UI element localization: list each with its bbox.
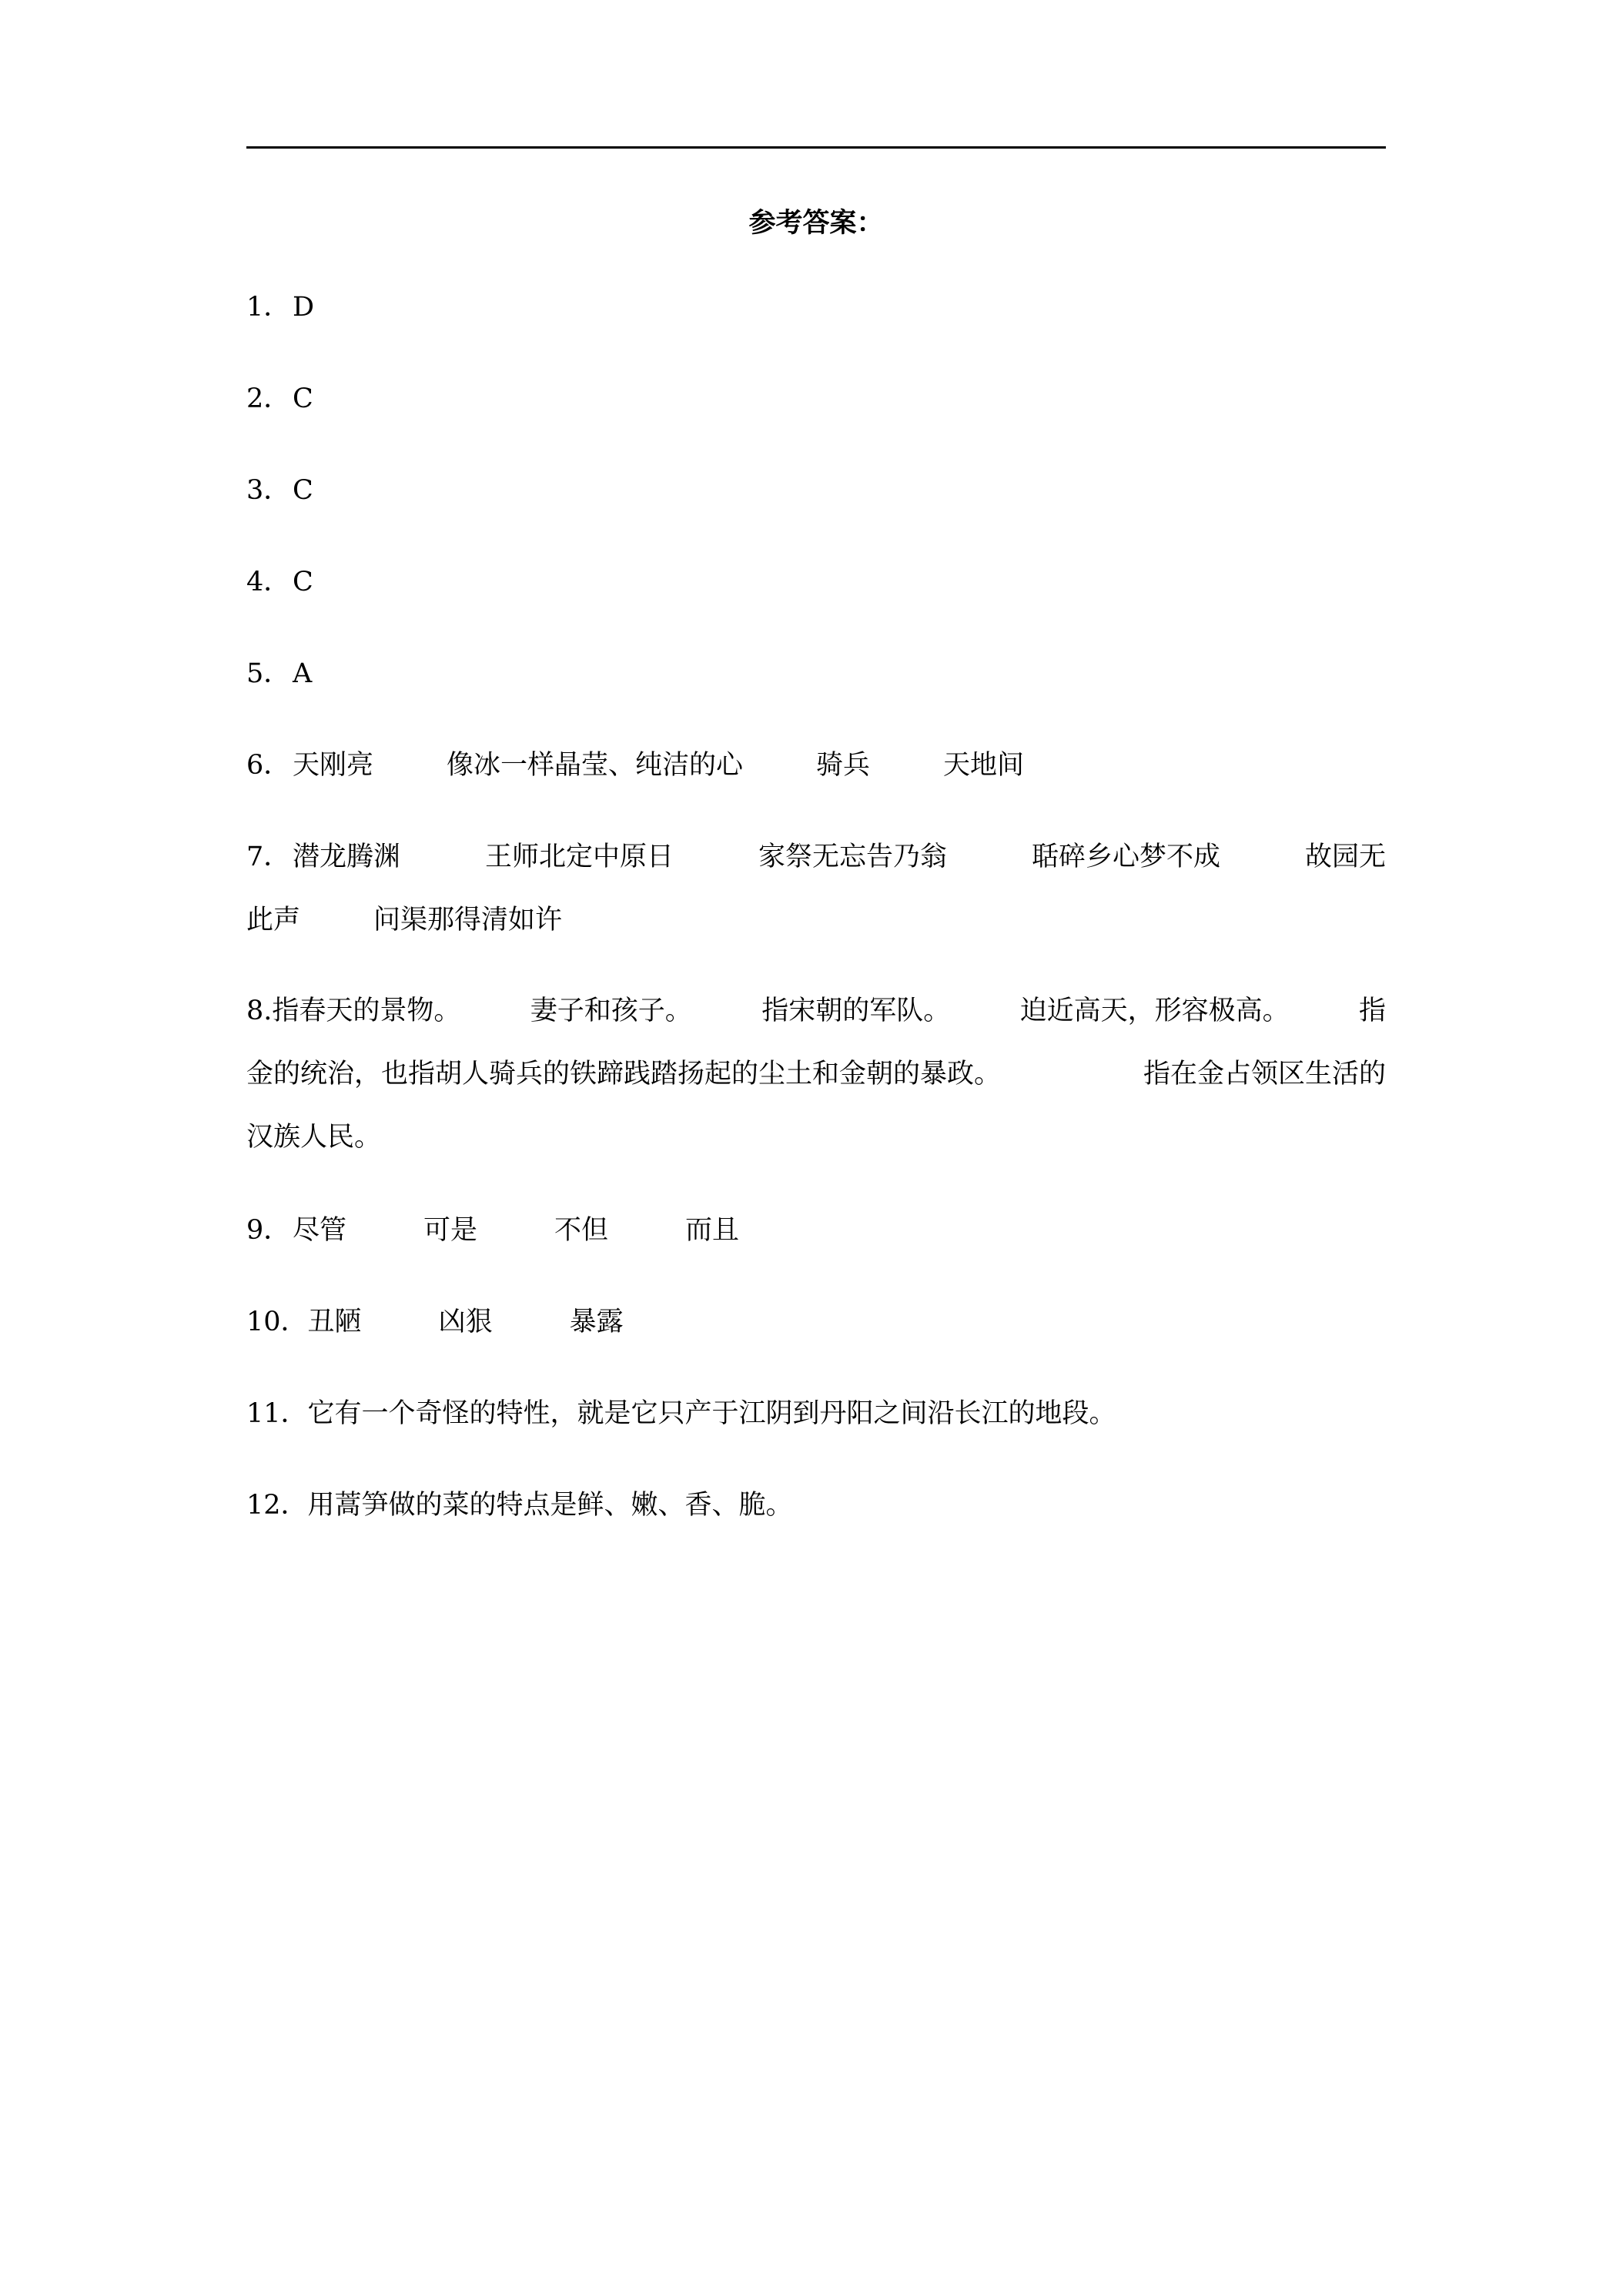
answer-number: 12． xyxy=(246,1490,308,1521)
answer-line xyxy=(246,889,1386,952)
answer-line xyxy=(246,1043,1386,1106)
answer-item: 指宋朝的军队。 xyxy=(761,996,951,1026)
answer-number: 4． xyxy=(246,567,291,597)
answer-7 xyxy=(246,825,1386,952)
answer-number: 5． xyxy=(246,658,291,689)
answer-number: 2． xyxy=(246,383,291,414)
answer-item: 金的统治，也指胡人骑兵的铁蹄践踏扬起的尘土和金朝的暴政。 xyxy=(246,1059,1002,1089)
answer-number: 7． xyxy=(246,842,291,872)
answer-9 xyxy=(246,1199,1386,1262)
answer-6 xyxy=(246,734,1386,797)
answer-item: 问渠那得清如许 xyxy=(373,905,563,935)
answer-item: 指 xyxy=(1358,996,1386,1026)
answer-item: 天刚亮 xyxy=(293,750,374,781)
answer-line xyxy=(246,979,1386,1043)
answer-number: 9． xyxy=(246,1215,291,1246)
answer-2 xyxy=(246,367,1386,430)
answer-item: 聒碎乡心梦不成 xyxy=(1031,842,1220,872)
answer-item: 凶狠 xyxy=(438,1307,493,1337)
answer-text: C xyxy=(293,475,313,506)
answer-11 xyxy=(246,1382,1386,1445)
answer-line xyxy=(246,825,1386,889)
answer-item: 可是 xyxy=(423,1215,478,1246)
answer-item: 王师北定中原日 xyxy=(484,842,674,872)
answer-item: 天地间 xyxy=(943,750,1025,781)
answer-number: 10． xyxy=(246,1307,308,1337)
answer-item: 而且 xyxy=(685,1215,740,1246)
answer-item: 像冰一样晶莹、纯洁的心 xyxy=(447,750,744,781)
answer-item: 故园无 xyxy=(1304,842,1386,872)
answer-number: 3． xyxy=(246,475,291,506)
answer-item: 尽管 xyxy=(293,1215,347,1246)
answer-number: 6． xyxy=(246,750,291,781)
answer-number: 8. xyxy=(246,996,273,1026)
answer-number: 1． xyxy=(246,292,291,323)
answer-item: 丑陋 xyxy=(307,1307,362,1337)
answer-item: 汉族人民。 xyxy=(246,1122,382,1153)
answer-item: 家祭无忘告乃翁 xyxy=(758,842,947,872)
answer-3 xyxy=(246,459,1386,522)
answer-4 xyxy=(246,551,1386,614)
answer-1 xyxy=(246,276,1386,339)
answer-text: C xyxy=(293,383,313,414)
answer-text: 用蒿笋做的菜的特点是鲜、嫩、香、脆。 xyxy=(307,1490,793,1521)
answer-item: 妻子和孩子。 xyxy=(530,996,692,1026)
answer-text: A xyxy=(293,658,313,689)
answer-item: 指春天的景物。 xyxy=(272,996,461,1026)
answer-item: 迫近高天，形容极高。 xyxy=(1019,996,1290,1026)
answer-12 xyxy=(246,1474,1386,1537)
answer-text: C xyxy=(293,567,313,597)
answer-8 xyxy=(246,979,1386,1169)
answer-text: D xyxy=(293,292,315,323)
answer-5 xyxy=(246,642,1386,705)
answer-item: 暴露 xyxy=(569,1307,624,1337)
answer-item: 不但 xyxy=(554,1215,609,1246)
answer-item: 潜龙腾渊 xyxy=(293,842,401,872)
answer-10 xyxy=(246,1290,1386,1354)
header-rule xyxy=(246,146,1386,149)
answer-item: 此声 xyxy=(246,905,301,935)
answer-number: 11． xyxy=(246,1398,308,1429)
answer-item: 骑兵 xyxy=(816,750,871,781)
answer-line xyxy=(246,1106,1386,1169)
answer-item: 指在金占领区生活的 xyxy=(1143,1059,1386,1089)
page-title: 参考答案： xyxy=(748,208,884,239)
answer-text: 它有一个奇怪的特性，就是它只产于江阴到丹阳之间沿长江的地段。 xyxy=(307,1398,1116,1429)
